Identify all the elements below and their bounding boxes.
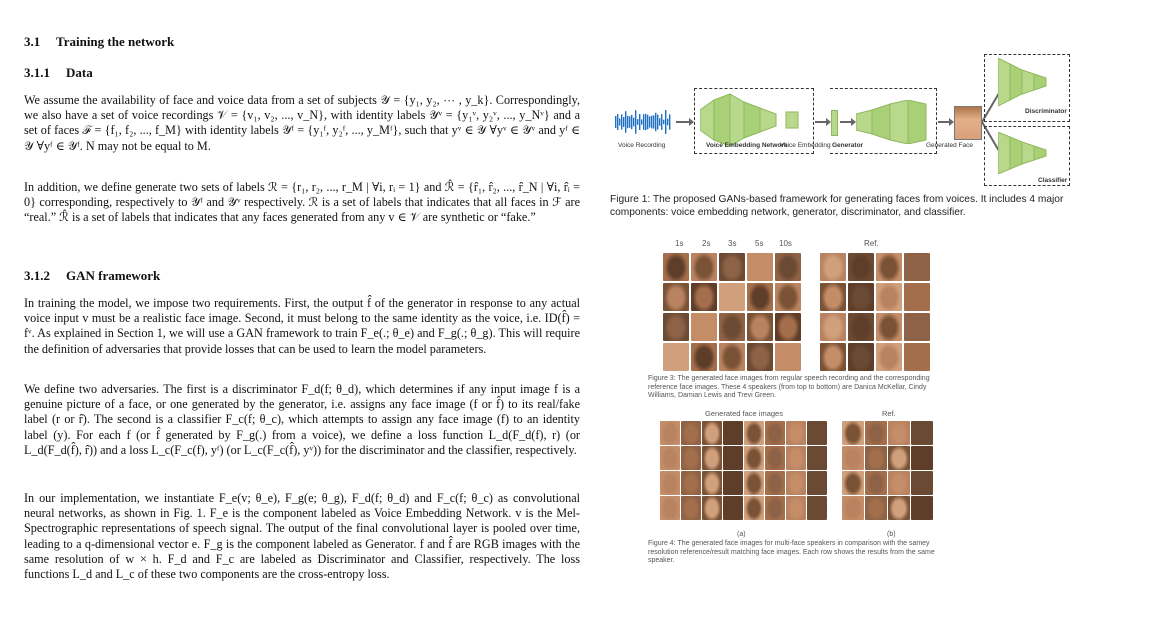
face-thumbnail <box>660 421 680 445</box>
face-thumbnail <box>904 343 930 371</box>
face-thumbnail <box>848 253 874 281</box>
face-thumbnail <box>765 471 785 495</box>
face-thumbnail <box>719 283 745 311</box>
face-thumbnail <box>820 253 846 281</box>
figure-3-reference-faces <box>820 253 930 371</box>
face-thumbnail <box>723 446 743 470</box>
face-thumbnail <box>702 421 722 445</box>
generator-layers-icon <box>856 100 932 144</box>
face-thumbnail <box>702 496 722 520</box>
face-thumbnail <box>865 421 887 445</box>
face-thumbnail <box>719 343 745 371</box>
face-thumbnail <box>691 283 717 311</box>
face-thumbnail <box>848 283 874 311</box>
face-thumbnail <box>911 421 933 445</box>
face-thumbnail <box>663 313 689 341</box>
col-label: 5s <box>755 239 764 248</box>
label-voice-embedding-network: Voice Embedding Network <box>706 142 788 149</box>
figure-1-caption: Figure 1: The proposed GANs-based framework for generating faces from voices. It includes 4 major components: voice embedding network, generator, discriminator, and classifier. <box>610 194 1064 218</box>
face-thumbnail <box>702 471 722 495</box>
paragraph-data-2: In addition, we define generate two sets of labels ℛ = {r₁, r₂, ..., r_M | ∀i, rᵢ = 1} and ℛ̂ = {r̂₁, r̂₂, ..., r̂_N | ∀i, r̂ᵢ = 0} corresponding, respectively to 𝒴ᶠ and 𝒴ᵛ respectively. ℛ is a set of labels that indicates that all faces in ℱ are “real.” ℛ̂ is a set of labels that indicates that any faces generated from any v ∈ 𝒱 are synthetic or “fake.” <box>24 180 580 225</box>
subsection-title: Data <box>66 65 93 80</box>
face-thumbnail <box>765 421 785 445</box>
face-thumbnail <box>865 471 887 495</box>
face-thumbnail <box>888 446 910 470</box>
section-number: 3.1 <box>24 34 41 49</box>
face-thumbnail <box>888 471 910 495</box>
paragraph-gan-1: In training the model, we impose two requirements. First, the output f̂ of the generator in response to any actual voice input v must be a realistic face image. Second, it must belong to the same identity as the voice, i.e. ID(f̂) = fᵛ. As explained in Section 1, we will use a GAN framework to train F_e(.; θ_e) and F_g(.; θ_g). This will require the definition of adversaries that provide losses that can be used to learn the model parameters. <box>24 296 580 356</box>
face-thumbnail <box>888 496 910 520</box>
figure-4-reference-faces <box>842 421 933 520</box>
arrow-icon <box>938 121 950 123</box>
section-heading <box>24 33 174 51</box>
paragraph-gan-3: In our implementation, we instantiate F_e(v; θ_e), F_g(e; θ_g), F_d(f; θ_d) and F_c(f; θ_c) as convolutional neural networks, as shown in Fig. 1. F_e is the component labeled as Voice Embedding Network. v is the Mel-Spectrographic representations of speech signal. The output of the final convolutional layer is pooled over time, leading to a q-dimensional vector e. F_g is the component labeled as Generator. f and f̂ are RGB images with the same resolution of w × h. F_d and F_c are labeled as Discriminator and Classifier, respectively. The loss functions L_d and L_c of these two components are the cross-entropy loss. <box>24 491 580 582</box>
face-thumbnail <box>775 313 801 341</box>
face-thumbnail <box>807 421 827 445</box>
face-thumbnail <box>765 496 785 520</box>
label-discriminator: Discriminator <box>1025 108 1067 115</box>
face-thumbnail <box>904 283 930 311</box>
embedding-network-layers-icon <box>700 92 806 148</box>
waveform-icon <box>615 107 673 137</box>
face-thumbnail <box>744 496 764 520</box>
figure-4-sub-b: (b) <box>887 531 896 538</box>
paragraph-gan-2: We define two adversaries. The first is a discriminator F_d(f; θ_d), which determines if any input image f is a genuine picture of a face, or one generated by the generator, i.e. assigns any face image (f or f̂) to its real/fake label (r or r̂). The second is a classifier F_c(f; θ_c), which attempts to assign any face image (f) to an identity label (y). For each f (or f̂ generated by F_g(.) from a voice), we define a loss function L_d(F_d(f), r) (or L_d(F_d(f̂), r̂)) and a loss L_c(F_c(f), yᶠ) (or L_c(F_c(f̂), yᵛ)) for the discriminator and the classifier, respectively. <box>24 382 580 457</box>
face-thumbnail <box>775 253 801 281</box>
figure-1-diagram <box>610 50 1070 190</box>
face-thumbnail <box>681 471 701 495</box>
label-voice-embedding: Voice Embedding <box>780 142 831 149</box>
face-thumbnail <box>786 421 806 445</box>
col-label: 10s <box>779 239 792 248</box>
label-generated-face: Generated Face <box>926 142 973 149</box>
col-label: 3s <box>728 239 737 248</box>
subsection-number: 3.1.1 <box>24 65 50 80</box>
face-thumbnail <box>660 446 680 470</box>
face-thumbnail <box>775 283 801 311</box>
face-thumbnail <box>911 446 933 470</box>
face-thumbnail <box>744 446 764 470</box>
face-thumbnail <box>820 283 846 311</box>
face-thumbnail <box>842 446 864 470</box>
face-thumbnail <box>681 446 701 470</box>
face-thumbnail <box>911 471 933 495</box>
arrow-icon <box>815 121 827 123</box>
face-thumbnail <box>807 496 827 520</box>
face-thumbnail <box>663 343 689 371</box>
classifier-layers-icon <box>998 132 1052 174</box>
subsection-heading-data <box>24 64 93 82</box>
face-thumbnail <box>911 496 933 520</box>
figure-4-label-a: Generated face images <box>705 409 783 418</box>
label-voice-recording: Voice Recording <box>618 142 666 149</box>
col-label: 2s <box>702 239 711 248</box>
face-thumbnail <box>807 446 827 470</box>
face-thumbnail <box>691 343 717 371</box>
ref-label: Ref. <box>864 239 879 248</box>
face-thumbnail <box>848 343 874 371</box>
section-title: Training the network <box>56 34 175 49</box>
face-thumbnail <box>876 343 902 371</box>
face-thumbnail <box>765 446 785 470</box>
face-thumbnail <box>786 446 806 470</box>
face-thumbnail <box>842 471 864 495</box>
col-label: 1s <box>675 239 684 248</box>
face-thumbnail <box>723 421 743 445</box>
face-thumbnail <box>723 471 743 495</box>
figure-3-generated-faces <box>663 253 801 371</box>
face-thumbnail <box>807 471 827 495</box>
figure-4-sub-a: (a) <box>737 531 746 538</box>
face-thumbnail <box>719 313 745 341</box>
face-thumbnail <box>876 313 902 341</box>
face-thumbnail <box>865 446 887 470</box>
face-thumbnail <box>719 253 745 281</box>
face-thumbnail <box>865 496 887 520</box>
subsection-title: GAN framework <box>66 268 161 283</box>
face-thumbnail <box>786 471 806 495</box>
face-thumbnail <box>842 496 864 520</box>
figure-4-caption: Figure 4: The generated face images for multi-face speakers in comparison with the samey resolution reference/result matching face images. Each row shows the results from the same speaker. <box>648 540 935 564</box>
paper-right-column <box>600 0 1151 623</box>
face-thumbnail <box>842 421 864 445</box>
figure-3-header <box>645 240 945 252</box>
arrow-icon <box>676 121 690 123</box>
face-thumbnail <box>786 496 806 520</box>
face-thumbnail <box>775 343 801 371</box>
face-thumbnail <box>904 253 930 281</box>
face-thumbnail <box>820 313 846 341</box>
face-thumbnail <box>744 471 764 495</box>
face-thumbnail <box>744 421 764 445</box>
face-thumbnail <box>702 446 722 470</box>
face-thumbnail <box>904 313 930 341</box>
face-thumbnail <box>691 313 717 341</box>
generated-face-image <box>954 106 982 140</box>
figure-4-label-b: Ref. <box>882 409 896 418</box>
face-thumbnail <box>820 343 846 371</box>
paragraph-data-1: We assume the availability of face and voice data from a set of subjects 𝒴 = {y₁, y₂, ⋯ , y_k}. Correspondingly, we also have a set of voice recordings 𝒱 = {v₁, v₂, ..., v_N}, with identity labels 𝒴ᵛ = {y₁ᵛ, y₂ᵛ, ..., y_Nᵛ} and a set of faces ℱ = {f₁, f₂, ..., f_M} with identity labels 𝒴ᶠ = {y₁ᶠ, y₂ᶠ, ..., y_Mᶠ}, such that yᵛ ∈ 𝒴 ∀yᵛ ∈ 𝒴ᵛ and yᶠ ∈ 𝒴 ∀yᶠ ∈ 𝒴ᶠ. N may not be equal to M. <box>24 93 580 153</box>
face-thumbnail <box>747 343 773 371</box>
face-thumbnail <box>681 421 701 445</box>
face-thumbnail <box>660 496 680 520</box>
face-thumbnail <box>747 253 773 281</box>
face-thumbnail <box>876 283 902 311</box>
figure-4-generated-faces <box>660 421 827 520</box>
face-thumbnail <box>691 253 717 281</box>
label-classifier: Classifier <box>1038 177 1068 184</box>
face-thumbnail <box>681 496 701 520</box>
face-thumbnail <box>747 283 773 311</box>
face-thumbnail <box>888 421 910 445</box>
face-thumbnail <box>663 283 689 311</box>
face-thumbnail <box>848 313 874 341</box>
discriminator-layers-icon <box>998 58 1052 106</box>
face-thumbnail <box>663 253 689 281</box>
face-thumbnail <box>747 313 773 341</box>
label-generator: Generator <box>832 142 864 149</box>
face-thumbnail <box>723 496 743 520</box>
face-thumbnail <box>876 253 902 281</box>
figure-3-caption: Figure 3: The generated face images from regular speech recording and the corresponding reference face images. These 4 speakers (from top to bottom) are Danica McKellar, Cindy Williams, Damian Lewis and Trevi Green. <box>648 375 930 399</box>
face-thumbnail <box>660 471 680 495</box>
subsection-number: 3.1.2 <box>24 268 50 283</box>
subsection-heading-gan <box>24 267 160 285</box>
